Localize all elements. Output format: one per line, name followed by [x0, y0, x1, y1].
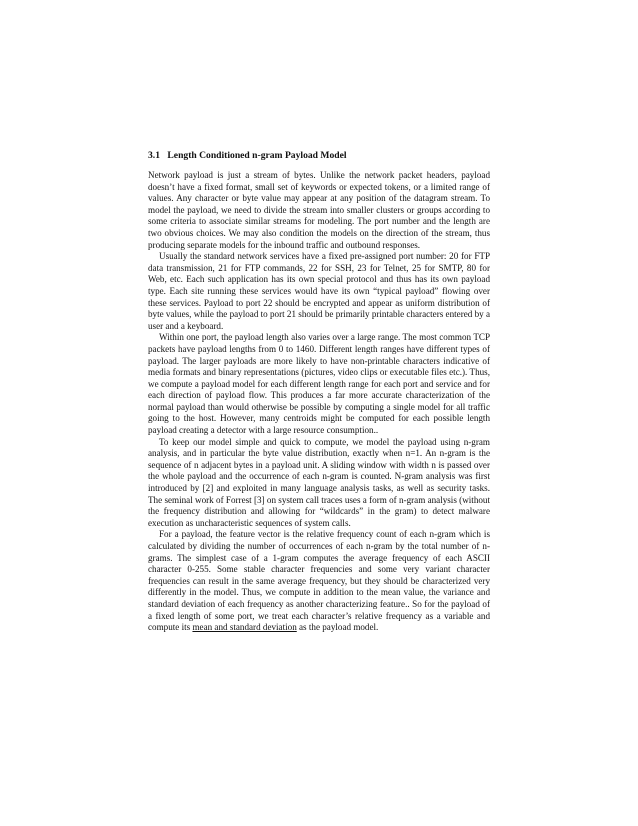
feature-vector-text-after: as the payload model. — [296, 622, 379, 633]
section-heading — [148, 150, 490, 162]
paragraph-payload-overview: Network payload is just a stream of bytes. Unlike the network packet headers, payload doesn’t have a fixed format, small set of keywords or expected tokens, or a limited range of values. Any character or byte value may appear at any position of the datagram stream. To model the payload, we need to divide the stream into smaller clusters or groups according to some criteria to associate similar streams for modeling. The port number and the length are two obvious choices. We may also condition the models on the direction of the stream, thus producing separate models for the inbound traffic and outbound responses. — [148, 170, 490, 250]
paper-page — [148, 150, 490, 634]
section-title: Length Conditioned n-gram Payload Model — [167, 150, 347, 161]
section-number: 3.1 — [148, 150, 160, 161]
paragraph-feature-vector — [148, 529, 490, 633]
paragraph-port-numbers: Usually the standard network services have a fixed pre-assigned port number: 20 for FTP data transmission, 21 for FTP commands, 22 for SSH, 23 for Telnet, 25 for SMTP, 80 for Web, etc. Each such application has its own special protocol and thus has its own payload type. Each site running these services would have its own “typical payload” flowing over these services. Payload to port 22 should be encrypted and appear as uniform distribution of byte values, while the payload to port 21 should be primarily printable characters entered by a user and a keyboard. — [148, 251, 490, 331]
underlined-phrase: mean and standard deviation — [192, 622, 297, 633]
paragraph-ngram-analysis: To keep our model simple and quick to compute, we model the payload using n-gram analysis, and in particular the byte value distribution, exactly when n=1. An n-gram is the sequence of n adjacent bytes in a payload unit. A sliding window with width n is passed over the whole payload and the occurrence of each n-gram is counted. N-gram analysis was first introduced by [2] and exploited in many language analysis tasks, as well as security tasks. The seminal work of Forrest [3] on system call traces uses a form of n-gram analysis (without the frequency distribution and allowing for “wildcards” in the gram) to detect malware execution as uncharacteristic sequences of system calls. — [148, 436, 490, 528]
paragraph-payload-length: Within one port, the payload length also varies over a large range. The most common TCP packets have payload lengths from 0 to 1460. Different length ranges have different types of payload. The larger payloads are more likely to have non-printable characters indicative of media formats and binary representations (pictures, video clips or executable files etc.). Thus, we compute a payload model for each different length range for each port and service and for each direction of payload flow. This produces a far more accurate characterization of the normal payload than would otherwise be possible by computing a single model for all traffic going to the host. However, many centroids might be computed for each possible length payload creating a detector with a large resource consumption.. — [148, 332, 490, 436]
feature-vector-text-before: For a payload, the feature vector is the relative frequency count of each n-gram which is calculated by dividing the number of occurrences of each n-gram by the total number of n-grams. The simplest case of a 1-gram computes the average frequency of each ASCII character 0-255. Some stable character frequencies and some very variant character frequencies can result in the same average frequency, but they should be characterized very differently in the model. Thus, we compute in addition to the mean value, the variance and standard deviation of each frequency as another characterizing feature.. So for the payload of a fixed length of some port, we treat each character’s relative frequency as a variable and compute its — [148, 529, 490, 633]
